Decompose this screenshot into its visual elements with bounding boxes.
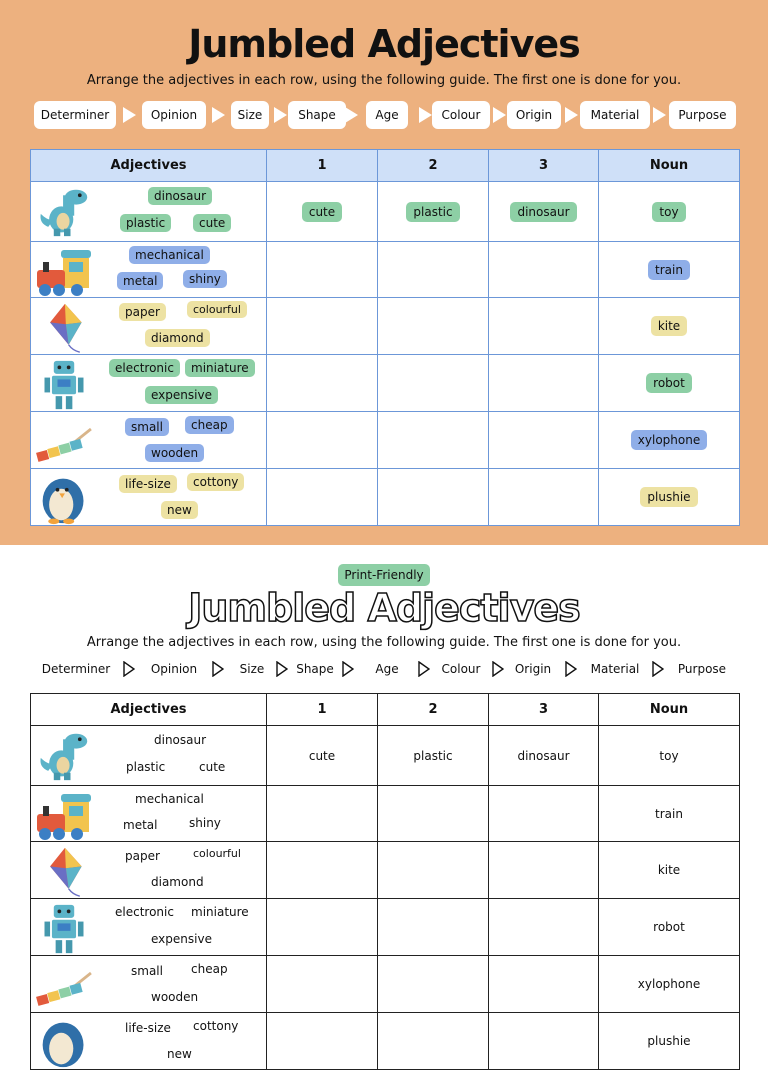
word-tag: wooden [151, 990, 199, 1004]
adjectives-cell [31, 786, 267, 842]
guide-material: Material [590, 662, 640, 676]
answer-cell-2[interactable] [378, 242, 489, 298]
noun-cell [599, 412, 740, 469]
table-row [31, 298, 740, 355]
noun-cell: toy [599, 726, 740, 786]
answer-cell-1[interactable] [267, 355, 378, 412]
table-row [31, 182, 740, 242]
answer-cell-1[interactable] [267, 956, 378, 1013]
answer-cell-2[interactable] [378, 469, 489, 526]
answer-cell-2[interactable] [378, 355, 489, 412]
noun-tag: xylophone [631, 430, 707, 450]
guide-shape: Shape [296, 662, 334, 676]
header-2: 2 [378, 694, 489, 726]
word-tag: paper [125, 849, 160, 863]
xylophone-icon [33, 416, 95, 468]
table-row [31, 1013, 740, 1070]
adjectives-cell [31, 842, 267, 899]
word-tag: metal [117, 272, 163, 290]
arrow-icon [418, 661, 430, 677]
word-tag: dinosaur [154, 733, 207, 747]
word-tag: life-size [119, 475, 177, 493]
arrow-icon [342, 661, 354, 677]
word-tag: wooden [145, 444, 204, 462]
jumbled-words [105, 242, 262, 297]
kite-icon [33, 846, 95, 898]
guide-origin: Origin [514, 662, 552, 676]
noun-cell [599, 242, 740, 298]
adjective-order-guide [34, 658, 736, 680]
jumbled-words [105, 842, 262, 898]
answer-cell-3[interactable]: dinosaur [489, 726, 599, 786]
adjective-table [30, 149, 740, 526]
word-tag: new [161, 501, 198, 519]
noun-tag: robot [646, 373, 692, 393]
guide-purpose: Purpose [677, 662, 727, 676]
adjectives-cell [31, 899, 267, 956]
answer-cell-3[interactable] [489, 298, 599, 355]
penguin-plushie-icon [33, 473, 95, 525]
answer-cell-3[interactable] [489, 842, 599, 899]
instructions: Arrange the adjectives in each row, using the following guide. The first one is done for you. [86, 635, 682, 650]
word-tag: life-size [125, 1021, 171, 1035]
jumbled-words [105, 355, 262, 411]
table-row [31, 899, 740, 956]
noun-cell: plushie [599, 1013, 740, 1070]
noun-tag: plushie [640, 487, 697, 507]
xylophone-icon [33, 960, 95, 1012]
answer-cell-2[interactable] [378, 956, 489, 1013]
word-tag: plastic [120, 214, 171, 232]
answer-cell-2[interactable] [378, 412, 489, 469]
noun-tag: toy [652, 202, 685, 222]
table-row [31, 956, 740, 1013]
guide-age: Age [366, 101, 408, 129]
arrow-icon [652, 661, 664, 677]
adjective-order-guide [34, 101, 736, 129]
answer-cell-3[interactable] [489, 1013, 599, 1070]
answer-cell-2[interactable] [378, 842, 489, 899]
answer-cell-3[interactable] [489, 899, 599, 956]
jumbled-words [105, 1013, 262, 1069]
print-friendly-badge: Print-Friendly [338, 564, 430, 586]
arrow-icon [492, 661, 504, 677]
answer-cell-3[interactable] [489, 469, 599, 526]
arrow-icon [565, 107, 578, 123]
noun-cell: train [599, 786, 740, 842]
header-adjectives: Adjectives [31, 150, 267, 182]
guide-colour: Colour [432, 101, 490, 129]
answer-tag: plastic [406, 202, 459, 222]
word-tag: diamond [151, 875, 204, 889]
adjectives-cell [31, 242, 267, 298]
guide-age: Age [375, 662, 399, 676]
answer-tag: cute [302, 202, 342, 222]
adjectives-cell [31, 956, 267, 1013]
arrow-icon [493, 107, 506, 123]
dinosaur-toy-icon [33, 186, 95, 238]
noun-cell [599, 469, 740, 526]
table-row [31, 242, 740, 298]
arrow-icon [419, 107, 432, 123]
answer-cell-3[interactable] [489, 242, 599, 298]
answer-cell-1[interactable] [267, 842, 378, 899]
adjectives-cell [31, 469, 267, 526]
word-tag: shiny [189, 816, 221, 830]
answer-cell-1[interactable] [267, 786, 378, 842]
page-title-outline: Jumbled Adjectives [188, 586, 580, 630]
robot-toy-icon [33, 903, 95, 955]
answer-cell-2[interactable] [378, 786, 489, 842]
answer-cell-2[interactable] [378, 298, 489, 355]
word-tag: new [167, 1047, 192, 1061]
noun-cell [599, 355, 740, 412]
header-noun: Noun [599, 694, 740, 726]
noun-cell [599, 182, 740, 242]
adjectives-cell [31, 355, 267, 412]
table-row [31, 469, 740, 526]
noun-cell: robot [599, 899, 740, 956]
header-1: 1 [267, 150, 378, 182]
robot-toy-icon [33, 359, 95, 411]
word-tag: dinosaur [148, 187, 212, 205]
jumbled-words [105, 469, 262, 525]
answer-cell-1[interactable] [267, 899, 378, 956]
guide-opinion: Opinion [142, 101, 206, 129]
answer-cell-1[interactable] [267, 412, 378, 469]
word-tag: electronic [115, 905, 174, 919]
word-tag: electronic [109, 359, 180, 377]
table-row [31, 355, 740, 412]
answer-cell-3[interactable] [489, 786, 599, 842]
word-tag: mechanical [135, 792, 204, 806]
word-tag: cute [199, 760, 226, 774]
jumbled-words [105, 298, 262, 354]
adjectives-cell [31, 1013, 267, 1070]
answer-cell-3[interactable] [489, 956, 599, 1013]
table-row [31, 726, 740, 786]
guide-opinion: Opinion [150, 662, 198, 676]
header-2: 2 [378, 150, 489, 182]
word-tag: cheap [191, 962, 228, 976]
guide-size: Size [239, 662, 265, 676]
arrow-icon [345, 107, 358, 123]
jumbled-words [105, 182, 262, 241]
header-3: 3 [489, 150, 599, 182]
answer-cell-2[interactable] [378, 182, 489, 242]
answer-cell-1[interactable] [267, 469, 378, 526]
train-toy-icon [33, 790, 95, 842]
word-tag: small [125, 418, 169, 436]
word-tag: cheap [185, 416, 234, 434]
adjectives-cell [31, 182, 267, 242]
answer-cell-1[interactable] [267, 298, 378, 355]
table-row [31, 786, 740, 842]
guide-origin: Origin [507, 101, 561, 129]
word-tag: expensive [151, 932, 212, 946]
table-row [31, 412, 740, 469]
word-tag: plastic [126, 760, 166, 774]
adjectives-cell [31, 726, 267, 786]
arrow-icon [212, 661, 224, 677]
word-tag: small [131, 964, 163, 978]
table-row [31, 842, 740, 899]
answer-cell-1[interactable] [267, 242, 378, 298]
word-tag: metal [123, 818, 158, 832]
penguin-plushie-icon [33, 1017, 95, 1069]
page-title: Jumbled Adjectives [188, 22, 580, 66]
word-tag: paper [119, 303, 166, 321]
jumbled-words [105, 786, 262, 841]
answer-cell-2[interactable] [378, 899, 489, 956]
answer-cell-1[interactable] [267, 182, 378, 242]
answer-tag: dinosaur [510, 202, 576, 222]
header-adjectives: Adjectives [31, 694, 267, 726]
answer-cell-3[interactable] [489, 412, 599, 469]
arrow-icon [123, 107, 136, 123]
noun-cell: kite [599, 842, 740, 899]
guide-material: Material [580, 101, 650, 129]
guide-determiner: Determiner [34, 101, 116, 129]
guide-size: Size [231, 101, 269, 129]
jumbled-words [105, 956, 262, 1012]
noun-tag: train [648, 260, 690, 280]
answer-cell-2[interactable] [378, 1013, 489, 1070]
adjective-table-print [30, 693, 740, 1070]
word-tag: cottony [187, 473, 244, 491]
word-tag: miniature [185, 359, 255, 377]
jumbled-words [105, 726, 262, 785]
guide-shape: Shape [288, 101, 346, 129]
arrow-icon [274, 107, 287, 123]
answer-cell-1[interactable]: cute [267, 726, 378, 786]
kite-icon [33, 302, 95, 354]
jumbled-words [105, 899, 262, 955]
word-tag: colourful [187, 301, 247, 318]
word-tag: diamond [145, 329, 210, 347]
noun-cell [599, 298, 740, 355]
noun-cell: xylophone [599, 956, 740, 1013]
jumbled-words [105, 412, 262, 468]
dinosaur-toy-icon [33, 730, 95, 782]
word-tag: expensive [145, 386, 218, 404]
header-noun: Noun [599, 150, 740, 182]
word-tag: cottony [193, 1019, 239, 1033]
guide-purpose: Purpose [669, 101, 736, 129]
guide-colour: Colour [441, 662, 481, 676]
arrow-icon [653, 107, 666, 123]
noun-tag: kite [651, 316, 687, 336]
word-tag: shiny [183, 270, 227, 288]
header-1: 1 [267, 694, 378, 726]
adjectives-cell [31, 412, 267, 469]
instructions: Arrange the adjectives in each row, using the following guide. The first one is done for you. [86, 73, 682, 88]
answer-cell-1[interactable] [267, 1013, 378, 1070]
answer-cell-3[interactable] [489, 355, 599, 412]
guide-determiner: Determiner [41, 662, 111, 676]
arrow-icon [276, 661, 288, 677]
header-3: 3 [489, 694, 599, 726]
train-toy-icon [33, 246, 95, 298]
answer-cell-2[interactable]: plastic [378, 726, 489, 786]
word-tag: miniature [191, 905, 249, 919]
arrow-icon [212, 107, 225, 123]
word-tag: mechanical [129, 246, 210, 264]
answer-cell-3[interactable] [489, 182, 599, 242]
arrow-icon [565, 661, 577, 677]
adjectives-cell [31, 298, 267, 355]
word-tag: cute [193, 214, 231, 232]
word-tag: colourful [193, 847, 241, 860]
arrow-icon [123, 661, 135, 677]
